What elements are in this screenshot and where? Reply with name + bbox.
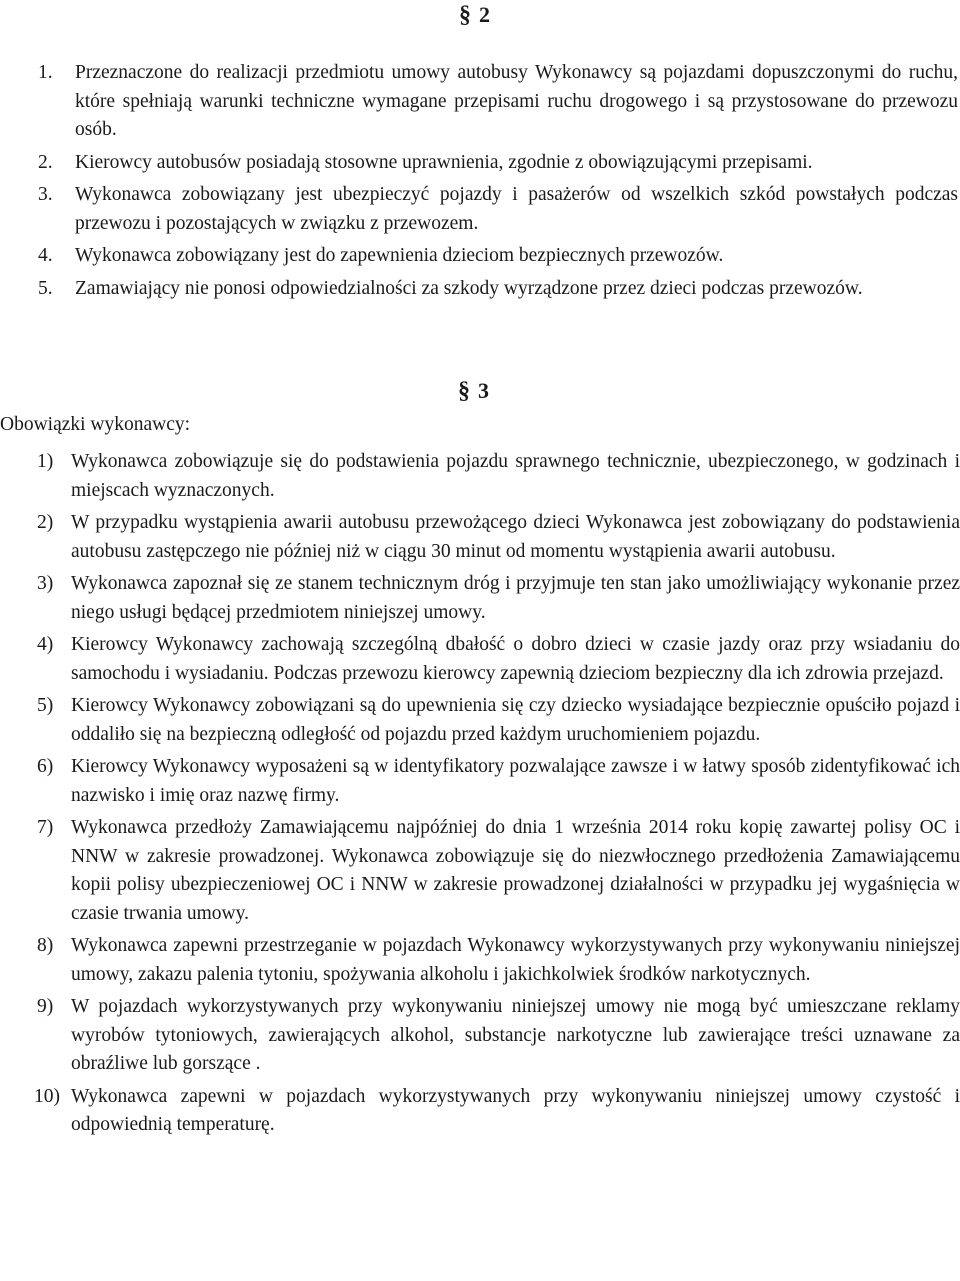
item-number: 1): [37, 451, 54, 472]
list-item: [34, 1083, 960, 1140]
list-item: [37, 753, 960, 810]
list-item: [38, 149, 958, 178]
item-text: Kierowcy Wykonawcy zobowiązani są do upewnienia się czy dziecko wysiadające bezpiecznie opuściło pojazd i oddaliło się na bezpieczną odległość od pojazdu przed każdym uruchomieniem pojazdu.: [71, 695, 960, 745]
item-number: 1.: [38, 62, 53, 83]
section-3-list: [34, 448, 960, 1144]
item-number: 3.: [38, 184, 53, 205]
list-item: [38, 242, 958, 271]
item-number: 4): [37, 634, 54, 655]
list-item: [37, 570, 960, 627]
item-text: Wykonawca przedłoży Zamawiającemu najpóźniej do dnia 1 września 2014 roku kopię zawartej polisy OC i NNW w zakresie prowadzonej. Wykonawca zobowiązuje się do niezwłocznego przedłożenia Zamawiającemu kopii polisy ubezpieczeniowej OC i NNW w zakresie prowadzonej działalności w przypadku jej wygaśnięcia w czasie trwania umowy.: [71, 817, 960, 924]
list-item: [37, 993, 960, 1079]
item-number: 6): [37, 756, 54, 777]
item-number: 10): [34, 1085, 60, 1107]
item-text: Wykonawca zobowiązuje się do podstawienia pojazdu sprawnego technicznie, ubezpieczonego, w godzinach i miejscach wyznaczonych.: [71, 451, 960, 501]
list-item: [37, 814, 960, 928]
item-text: Zamawiający nie ponosi odpowiedzialności za szkody wyrządzone przez dzieci podczas przewozów.: [75, 277, 863, 299]
obligations-intro: Obowiązki wykonawcy:: [0, 414, 191, 435]
item-text: Wykonawca zobowiązany jest do zapewnienia dzieciom bezpiecznych przewozów.: [75, 245, 724, 266]
item-text: Kierowcy Wykonawcy zachowają szczególną dbałość o dobro dzieci w czasie jazdy oraz przy wsiadaniu do samochodu i wysiadaniu. Podczas przewozu kierowcy zapewnią dzieciom bezpieczny dla ich zdrowia przejazd.: [71, 634, 960, 684]
item-number: 4.: [38, 245, 53, 266]
list-item: [37, 692, 960, 749]
section-3-heading: [458, 378, 489, 404]
item-number: 8): [37, 935, 54, 956]
item-text: Wykonawca zapewni w pojazdach wykorzystywanych przy wykonywaniu niniejszej umowy czystość i odpowiednią temperaturę.: [71, 1085, 960, 1135]
item-number: 7): [37, 817, 54, 838]
item-text: Wykonawca zobowiązany jest ubezpieczyć pojazdy i pasażerów od wszelkich szkód powstałych podczas przewozu i pozostających w związku z przewozem.: [75, 184, 958, 234]
item-number: 2): [37, 512, 54, 533]
list-item: [37, 509, 960, 566]
section-number: 2: [479, 2, 490, 27]
list-item: [38, 59, 958, 145]
list-item: [38, 181, 958, 238]
section-symbol: §: [458, 378, 470, 404]
item-number: 3): [37, 573, 54, 594]
item-text: Kierowcy autobusów posiadają stosowne uprawnienia, zgodnie z obowiązującymi przepisami.: [75, 151, 813, 173]
item-text: Wykonawca zapewni przestrzeganie w pojazdach Wykonawcy wykorzystywanych przy wykonywaniu niniejszej umowy, zakazu palenia tytoniu, spożywania alkoholu i jakichkolwiek środków narkotycznych.: [71, 935, 960, 985]
list-item: [38, 275, 958, 304]
list-item: [37, 448, 960, 505]
item-text: W przypadku wystąpienia awarii autobusu przewożącego dzieci Wykonawca jest zobowiązany do podstawienia autobusu zastępczego nie później niż w ciągu 30 minut od momentu wystąpienia awarii autobusu.: [71, 512, 960, 562]
item-number: 5.: [38, 277, 53, 299]
section-number: 3: [478, 378, 489, 403]
item-number: 2.: [38, 151, 53, 173]
section-2-list: [38, 59, 958, 307]
item-text: W pojazdach wykorzystywanych przy wykonywaniu niniejszej umowy nie mogą być umieszczane reklamy wyrobów tytoniowych, zawierających alkohol, substancje narkotyczne lub zawierające treści uznawane za obraźliwe lub gorszące .: [71, 996, 960, 1074]
item-number: 5): [37, 695, 54, 716]
item-number: 9): [37, 996, 54, 1017]
item-text: Przeznaczone do realizacji przedmiotu umowy autobusy Wykonawcy są pojazdami dopuszczonymi do ruchu, które spełniają warunki techniczne wymagane przepisami ruchu drogowego i są przystosowane do przewozu osób.: [75, 62, 958, 140]
section-symbol: §: [459, 2, 471, 28]
item-text: Kierowcy Wykonawcy wyposażeni są w identyfikatory pozwalające zawsze i w łatwy sposób zidentyfikować ich nazwisko i imię oraz nazwę firmy.: [71, 756, 960, 806]
item-text: Wykonawca zapoznał się ze stanem technicznym dróg i przyjmuje ten stan jako umożliwiający wykonanie przez niego usługi będącej przedmiotem niniejszej umowy.: [71, 573, 960, 623]
list-item: [37, 631, 960, 688]
section-2-heading: [459, 2, 490, 28]
list-item: [37, 932, 960, 989]
